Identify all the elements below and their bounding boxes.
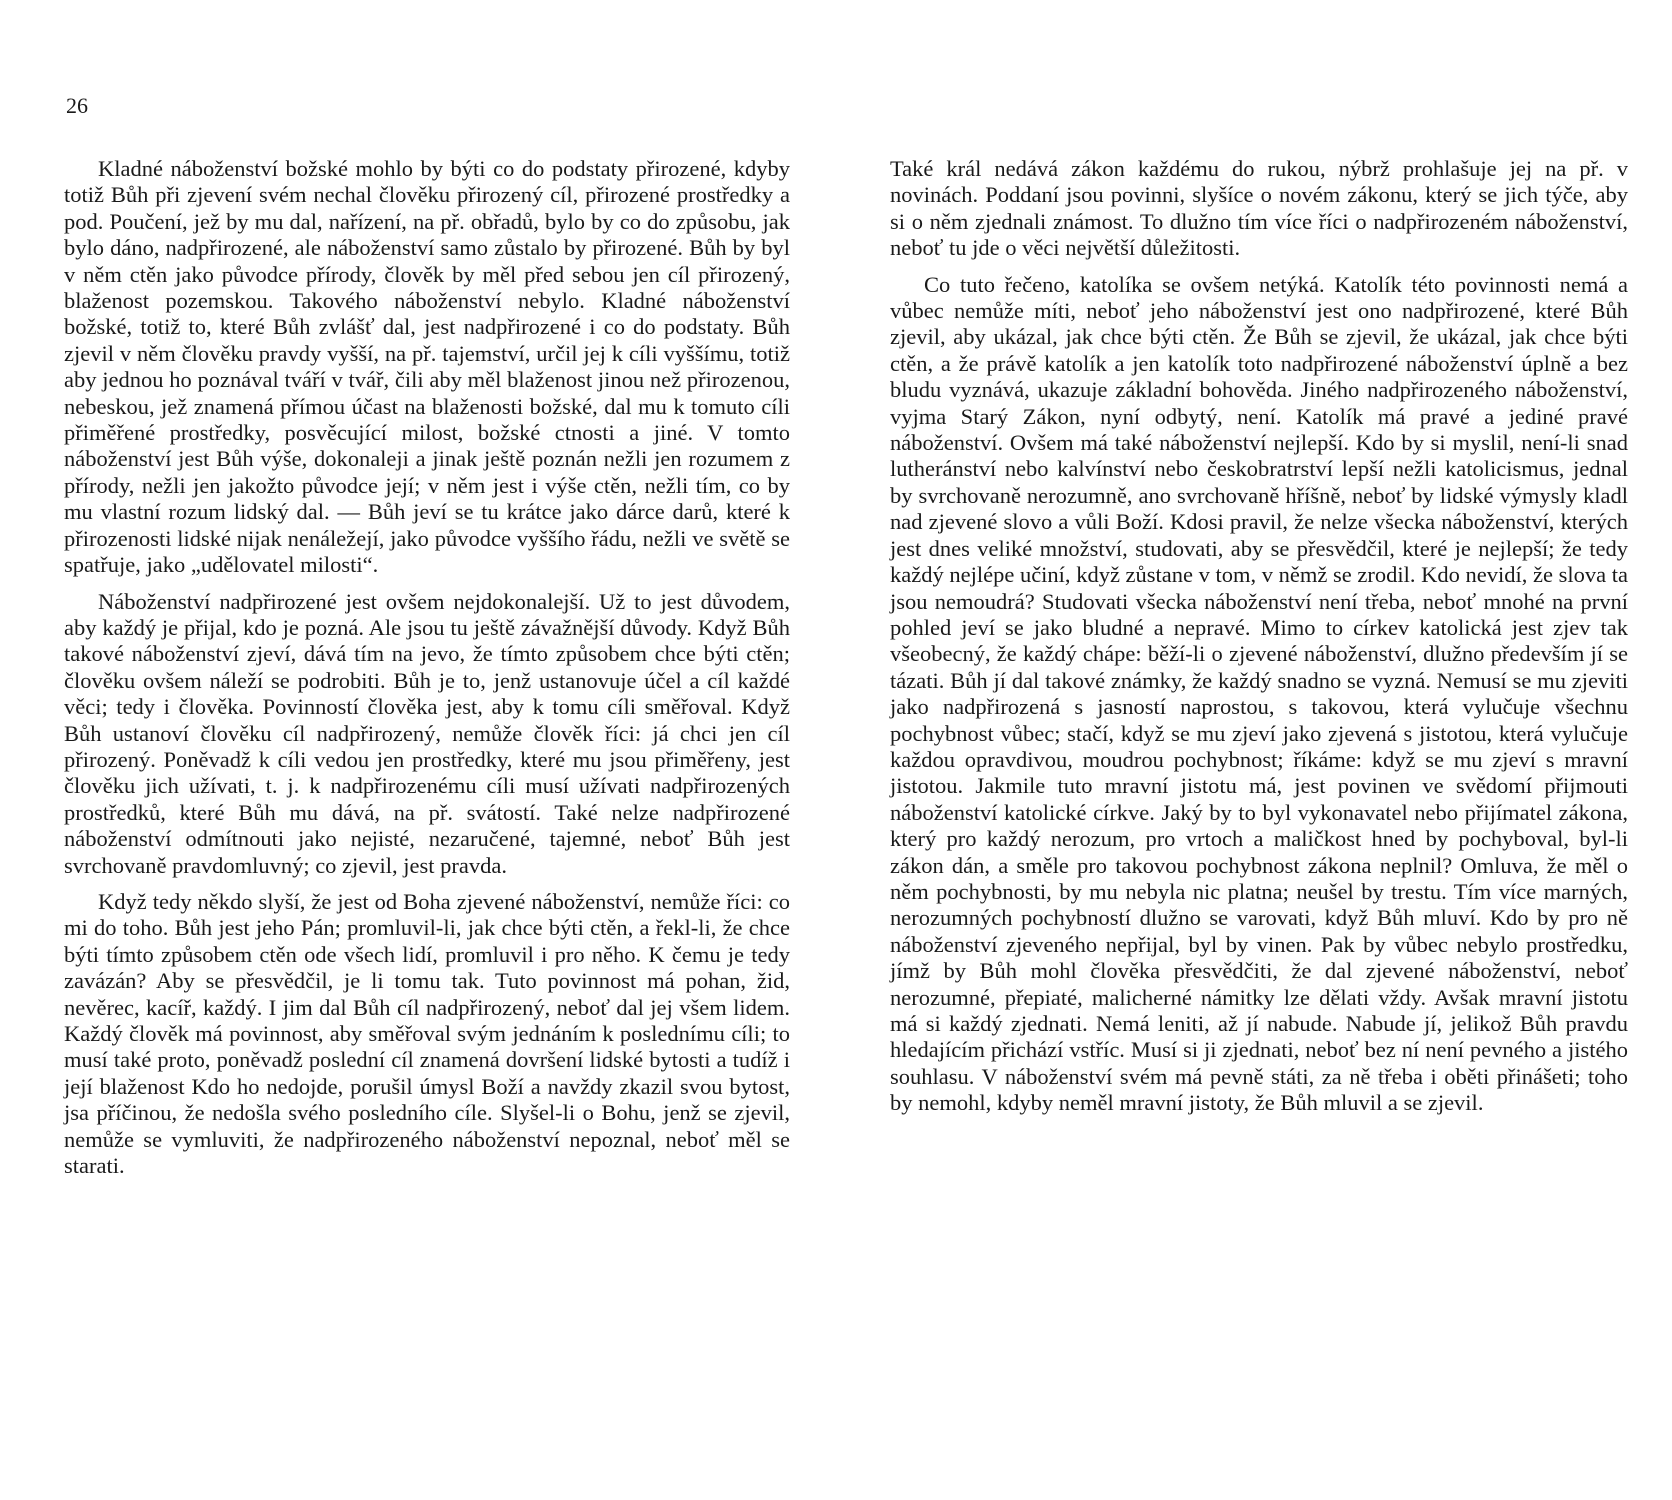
right-column xyxy=(890,156,1628,1127)
paragraph: Také král nedává zákon každému do rukou, nýbrž prohlašuje jej na př. v novinách. Poddaní jsou povinni, slyšíce o novém zákonu, který se jich týče, aby si o něm zjednali známost. To dlužno tím více říci o nadpřirozeném náboženství, neboť tu jde o věci největší důležitosti. xyxy=(890,156,1628,261)
page-number: 26 xyxy=(66,93,88,118)
paragraph: Co tuto řečeno, katolíka se ovšem netýká. Katolík této povinnosti nemá a vůbec nemůže míti, neboť jeho náboženství jest ono nadpřirozené, které Bůh zjevil, aby ukázal, jak chce býti ctěn. Že Bůh se zjevil, že ukázal, jak chce býti ctěn, a že právě katolík a jen katolík toto nadpřirozené náboženství úplně a bez bludu vyznává, ukazuje základní bohověda. Jiného nadpřirozeného náboženství, vyjma Starý Zákon, nyní odbytý, není. Katolík má pravé a jediné pravé náboženství. Ovšem má také náboženství nejlepší. Kdo by si myslil, není-li snad lutheránství nebo kalvínství nebo českobratrství lepší nežli katolicismus, jednal by svrchovaně nerozumně, ano svrchovaně hříšně, neboť by lidské výmysly kladl nad zjevené slovo a vůli Boží. Kdosi pravil, že nelze všecka náboženství, kterých jest dnes veliké množství, studovati, aby se přesvědčil, které je nejlepší; že tedy každý nejlépe učiní, když zůstane v tom, v němž se zrodil. Kdo nevidí, že slova ta jsou nemoudrá? Studovati všecka náboženství není třeba, neboť mnohé na první pohled jeví se jako bludné a nepravé. Mimo to církev katolická jest zjev tak všeobecný, že každý chápe: běží-li o zjevené náboženství, dlužno především jí se tázati. Bůh jí dal takové známky, že každý snadno se vyzná. Nemusí se mu zjeviti jako nadpřirozená s jasností naprostou, s takovou, která vylučuje všechnu pochybnost vůbec; stačí, když se mu zjeví jako zjevená s jistotou, která vylučuje každou opravdivou, moudrou pochybnost; říkáme: když se mu zjeví s mravní jistotou. Jakmile tuto mravní jistotu má, jest povinen ve svědomí přijmouti náboženství katolické církve. Jaký by to byl vykonavatel nebo přijímatel zákona, který pro každý nerozum, pro vrtoch a maličkost hned by pochyboval, byl-li zákon dán, a směle pro takovou pochybnost zákona neplnil? Omluva, že měl o něm pochybnosti, by mu nebyla nic platna; neušel by trestu. Tím více marných, nerozumných pochybností dlužno se varovati, když Bůh mluví. Kdo by pro ně náboženství zjeveného nepřijal, byl by vinen. Pak by vůbec nebylo prostředku, jímž by Bůh mohl člověka přesvědčiti, že dal zjevené náboženství, neboť nerozumné, přepiaté, malicherné námitky lze dělati vždy. Avšak mravní jistotu má si každý zjednati. Nemá leniti, až jí nabude. Nabude jí, jelikož Bůh pravdu hledajícím přichází vstříc. Musí si ji zjednati, neboť bez ní není pevného a jistého souhlasu. V náboženství svém má pevně státi, za ně třeba i oběti přinášeti; toho by nemohl, kdyby neměl mravní jistoty, že Bůh mluvil a se zjevil. xyxy=(890,271,1628,1116)
paragraph: Kladné náboženství božské mohlo by býti co do podstaty přirozené, kdyby totiž Bůh při zjevení svém nechal člověku přirozený cíl, přirozené prostředky a pod. Poučení, jež by mu dal, nařízení, na př. obřadů, bylo by co do způsobu, jak bylo dáno, nadpřirozené, ale náboženství samo zůstalo by přirozené. Bůh by byl v něm ctěn jako původce přírody, člověk by měl před sebou jen cíl přirozený, blaženost pozemskou. Takového náboženství nebylo. Kladné náboženství božské, totiž to, které Bůh zvlášť dal, jest nadpřirozené i co do podstaty. Bůh zjevil v něm člověku pravdy vyšší, na př. tajemství, určil jej k cíli vyššímu, totiž aby jednou ho poznával tváří v tvář, čili aby měl blaženost jinou než přirozenou, nebeskou, jež znamená přímou účast na blaženosti božské, dal mu k tomuto cíli přiměřené prostředky, posvěcující milost, božské ctnosti a jiné. V tomto náboženství jest Bůh výše, dokonaleji a jinak ještě poznán nežli jen rozumem z přírody, nežli jen jakožto původce její; v něm jest i výše ctěn, nežli tím, co by mu vlastní rozum lidský dal. — Bůh jeví se tu krátce jako dárce darů, které k přirozenosti lidské nijak nenáležejí, jako původce vyššího řádu, nežli ve světě se spatřuje, jako „udělovatel milosti“. xyxy=(64,156,790,578)
paragraph: Náboženství nadpřirozené jest ovšem nejdokonalejší. Už to jest důvodem, aby každý je přijal, kdo je pozná. Ale jsou tu ještě závažnější důvody. Když Bůh takové náboženství zjeví, dává tím na jevo, že tímto způsobem chce býti ctěn; člověku ovšem náleží se podrobiti. Bůh je to, jenž ustanovuje účel a cíl každé věci; tedy i člověka. Povinností člověka jest, aby k tomu cíli směřoval. Když Bůh ustanoví člověku cíl nadpřirozený, nemůže člověk říci: já chci jen cíl přirozený. Poněvadž k cíli vedou jen prostředky, které mu jsou přiměřeny, jest člověku jich užívati, t. j. k nadpřirozenému cíli musí užívati nadpřirozených prostředků, které Bůh mu dává, na př. svátostí. Také nelze nadpřirozené náboženství odmítnouti jako nejisté, nezaručené, tajemné, neboť Bůh jest svrchovaně pravdomluvný; co zjevil, jest pravda. xyxy=(64,588,790,878)
left-column xyxy=(64,156,790,1189)
paragraph: Když tedy někdo slyší, že jest od Boha zjevené náboženství, nemůže říci: co mi do toho. Bůh jest jeho Pán; promluvil-li, jak chce býti ctěn, a řekl-li, že chce býti tímto způsobem ctěn ode všech lidí, promluvil i pro něho. K čemu je tedy zavázán? Aby se přesvědčil, je li tomu tak. Tuto povinnost má pohan, žid, nevěrec, kacíř, každý. I jim dal Bůh cíl nadpřirozený, neboť dal jej všem lidem. Každý člověk má povinnost, aby směřoval svým jednáním k poslednímu cíli; to musí také proto, poněvadž poslední cíl znamená dovršení lidské bytosti a tudíž i její blaženost Kdo ho nedojde, porušil úmysl Boží a navždy zkazil svou bytost, jsa příčinou, že nedošla svého posledního cíle. Slyšel-li o Bohu, jenž se zjevil, nemůže se vymluviti, že nadpřirozeného náboženství nepoznal, neboť měl se starati. xyxy=(64,888,790,1179)
